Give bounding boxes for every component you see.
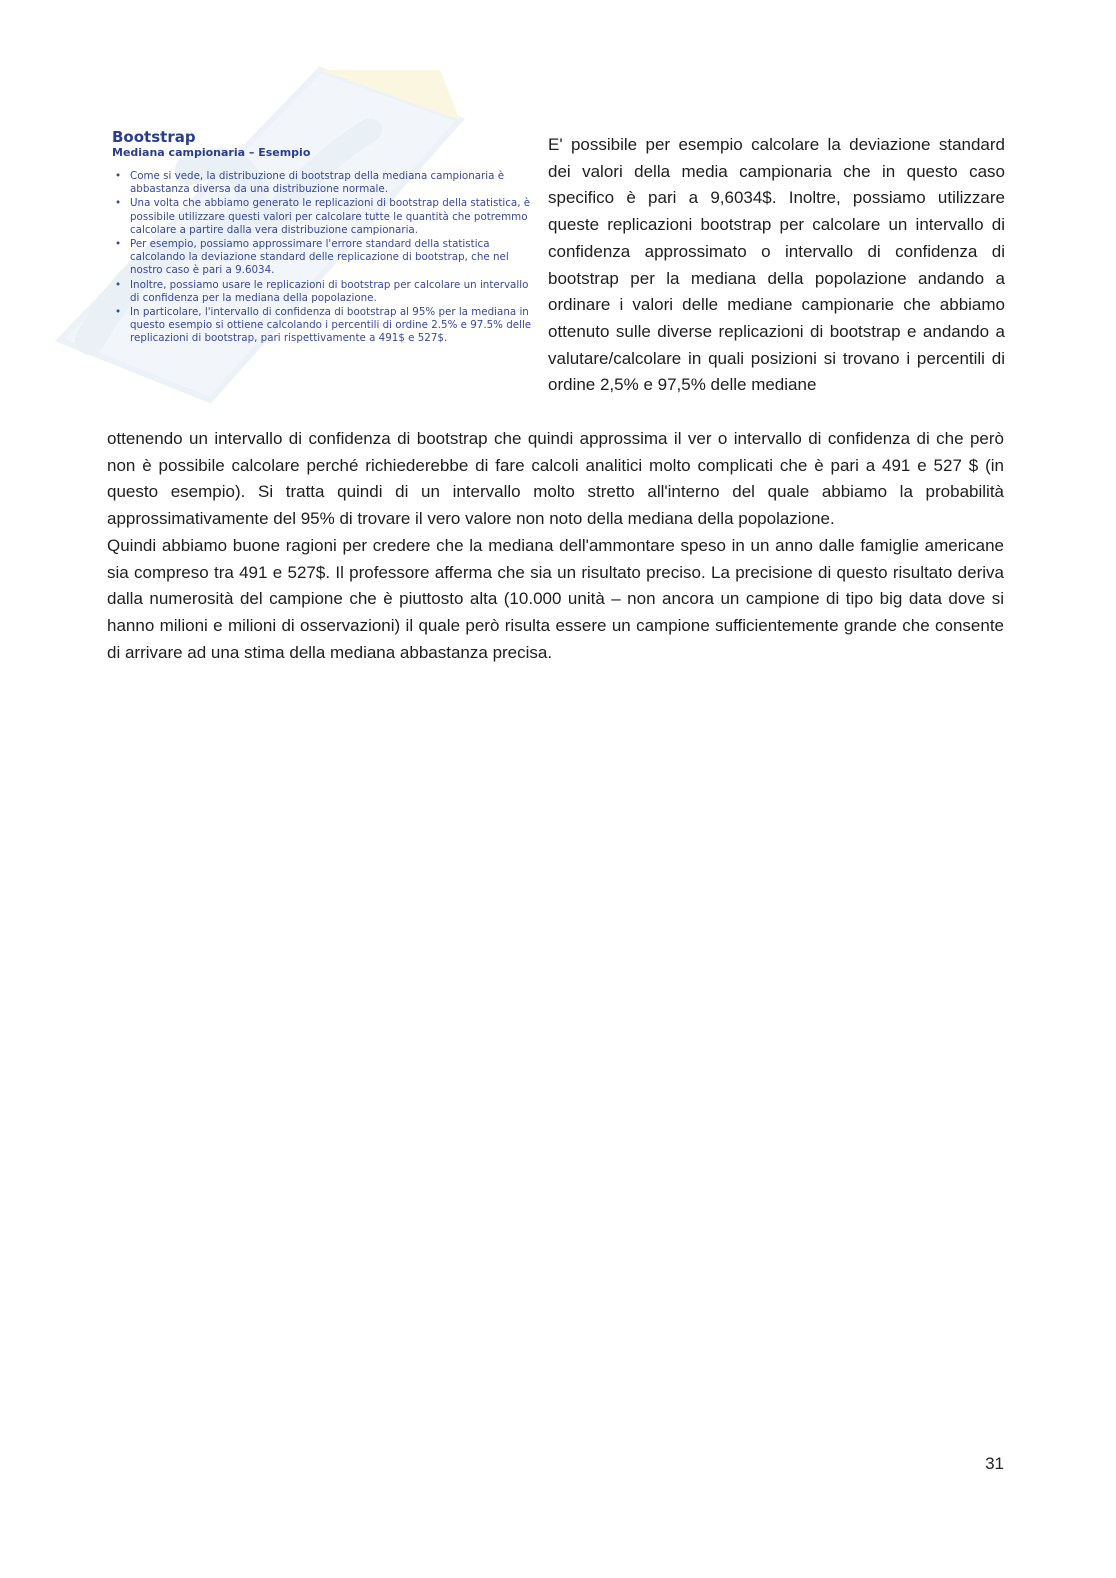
right-column-paragraph: E' possibile per esempio calcolare la deviazione standard dei valori della media campionaria che in questo caso specifico è pari a 9,6034$. Inoltre, possiamo utilizzare queste replicazioni bootstrap per calcolare un intervallo di confidenza approssimato o intervallo di confidenza di bootstrap per la mediana della popolazione andando a ordinare i valori delle mediane campionarie che abbiamo ottenuto sulle diverse replicazioni di bootstrap e andando a valutare/calcolare in quali posizioni si trovano i percentili di ordine 2,5% e 97,5% delle mediane	[548, 135, 1005, 395]
slide-bullet: • Per esempio, possiamo approssimare l'errore standard della statistica calcolando la deviazione standard delle replicazione di bootstrap, che nel nostro caso è pari a 9.6034.	[115, 238, 509, 277]
body-text	[107, 426, 1004, 666]
page-number: 31	[985, 1454, 1004, 1473]
continuation-paragraph: ottenendo un intervallo di confidenza di bootstrap che quindi approssima il ver o intervallo di confidenza di che però non è possibile calcolare perché richiederebbe di fare calcoli analitici molto complicati che è pari a 491 e 527 $ (in questo esempio). Si tratta quindi di un intervallo molto stretto all'interno del quale abbiamo la probabilità approssimativamente del 95% di trovare il vero valore non noto della mediana della popolazione.	[107, 429, 1004, 529]
slide-subtitle: Mediana campionaria – Esempio	[112, 146, 311, 159]
second-paragraph: Quindi abbiamo buone ragioni per credere che la mediana dell'ammontare speso in un anno dalle famiglie americane sia compreso tra 491 e 527$. Il professore afferma che sia un risultato preciso. La precisione di questo risultato deriva dalla numerosità del campione che è piuttosto alta (10.000 unità – non ancora un campione di tipo big data dove si hanno milioni e milioni di osservazioni) il quale però risulta essere un campione sufficientemente grande che consente di arrivare ad una stima della mediana abbastanza precisa.	[107, 535, 1004, 662]
bullet-icon: •	[115, 278, 122, 291]
slide-bullet: • Una volta che abbiamo generato le replicazioni di bootstrap della statistica, è possibile utilizzare questi valori per calcolare tutte le quantità che potremmo calcolare a partire dalla vera distribuzione campionaria.	[115, 197, 531, 236]
bullet-icon: •	[115, 170, 122, 182]
slide-bullet: • Inoltre, possiamo usare le replicazioni di bootstrap per calcolare un intervallo di confidenza per la mediana della popolazione.	[115, 278, 529, 304]
slide-bullet: • Come si vede, la distribuzione di bootstrap della mediana campionaria è abbastanza diversa da una distribuzione normale.	[115, 170, 505, 196]
slide-image	[112, 128, 532, 418]
slide-bullet-list	[112, 170, 532, 346]
bullet-icon: •	[115, 306, 122, 319]
slide-bullet: • In particolare, l'intervallo di confidenza di bootstrap al 95% per la mediana in questo esempio si ottiene calcolando i percentili di ordine 2.5% e 97.5% delle replicazioni di bootstrap, pari rispettivamente a 491$ e 527$.	[115, 306, 532, 345]
bullet-icon: •	[115, 238, 122, 251]
slide-title: Bootstrap	[112, 128, 196, 146]
bullet-icon: •	[115, 197, 122, 210]
